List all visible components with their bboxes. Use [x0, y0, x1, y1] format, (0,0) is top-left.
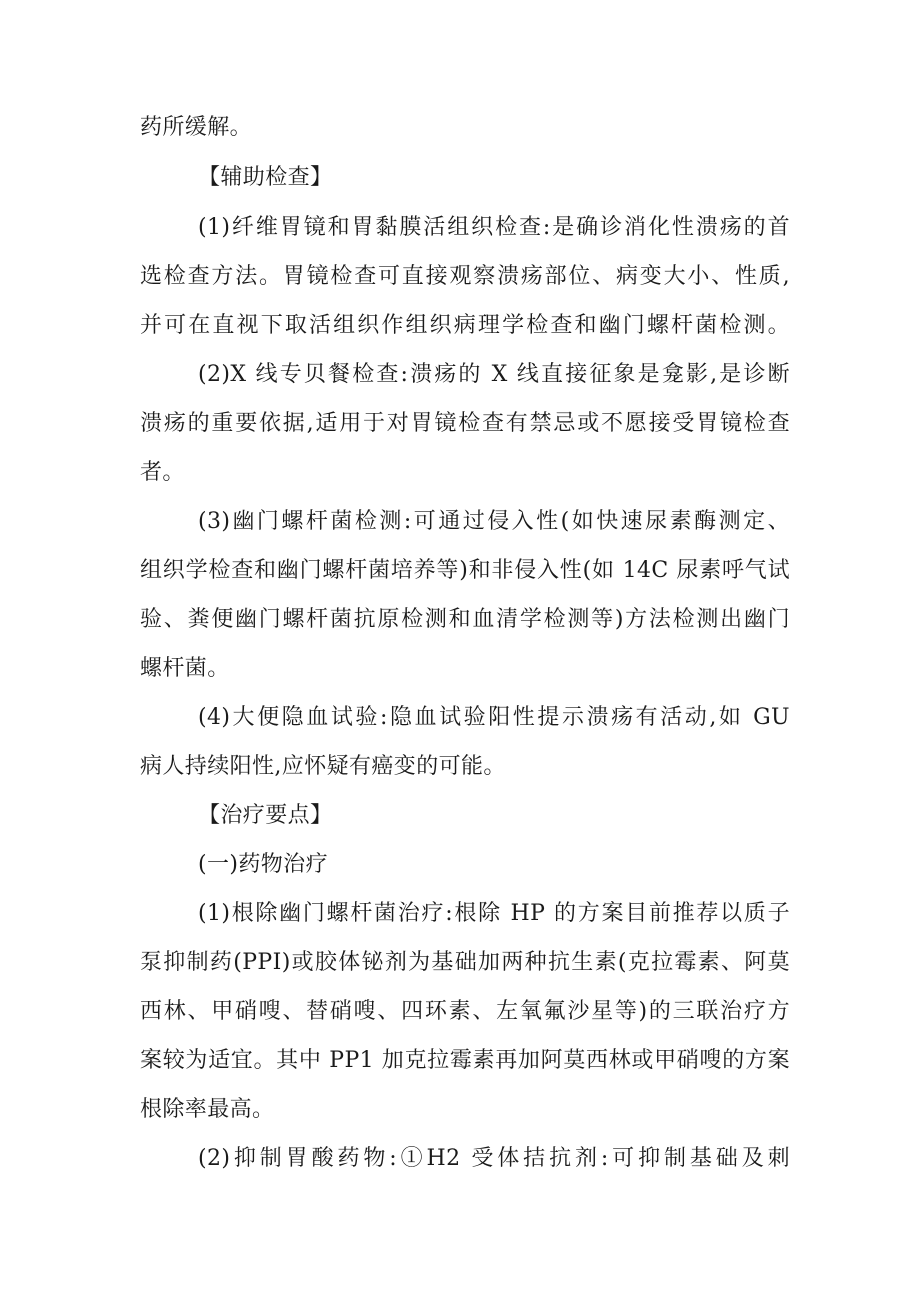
text-line: 溃疡的重要依据,适用于对胃镜检查有禁忌或不愿接受胃镜检查 — [140, 411, 790, 436]
text-line: (3)幽门螺杆菌检测:可通过侵入性(如快速尿素酶测定、 — [198, 509, 790, 534]
text-line: 验、粪便幽门螺杆菌抗原检测和血清学检测等)方法检测出幽门 — [140, 607, 790, 632]
section-heading: 【治疗要点】 — [198, 803, 333, 828]
text-line: 者。 — [140, 460, 185, 485]
text-line: 组织学检查和幽门螺杆菌培养等)和非侵入性(如 14C 尿素呼气试 — [140, 558, 790, 583]
text-line: (2)抑制胃酸药物:①H2 受体拮抗剂:可抑制基础及刺 — [198, 1146, 790, 1171]
text-line: 泵抑制药(PPI)或胶体铋剂为基础加两种抗生素(克拉霉素、阿莫 — [140, 950, 790, 975]
text-line: 根除率最高。 — [140, 1097, 275, 1122]
text-line: 药所缓解。 — [140, 115, 253, 140]
text-line: 螺杆菌。 — [140, 656, 230, 681]
section-heading: 【辅助检查】 — [198, 165, 333, 190]
text-line: (1)根除幽门螺杆菌治疗:根除 HP 的方案目前推荐以质子 — [198, 901, 790, 926]
text-line: (4)大便隐血试验:隐血试验阳性提示溃疡有活动,如 GU — [198, 705, 790, 730]
text-line: 案较为适宜。其中 PP1 加克拉霉素再加阿莫西林或甲硝嗖的方案 — [140, 1048, 790, 1073]
text-line: 选检查方法。胃镜检查可直接观察溃疡部位、病变大小、性质, — [140, 264, 790, 289]
text-line: 病人持续阳性,应怀疑有癌变的可能。 — [140, 754, 506, 779]
text-line: (1)纤维胃镜和胃黏膜活组织检查:是确诊消化性溃疡的首 — [198, 215, 790, 240]
text-line: 并可在直视下取活组织作组织病理学检查和幽门螺杆菌检测。 — [140, 313, 790, 338]
text-line: 西林、甲硝嗖、替硝嗖、四环素、左氧氟沙星等)的三联治疗方 — [140, 999, 790, 1024]
text-line: (2)X 线专贝餐检查:溃疡的 X 线直接征象是龛影,是诊断 — [198, 362, 790, 387]
subsection-heading: (一)药物治疗 — [198, 852, 328, 877]
